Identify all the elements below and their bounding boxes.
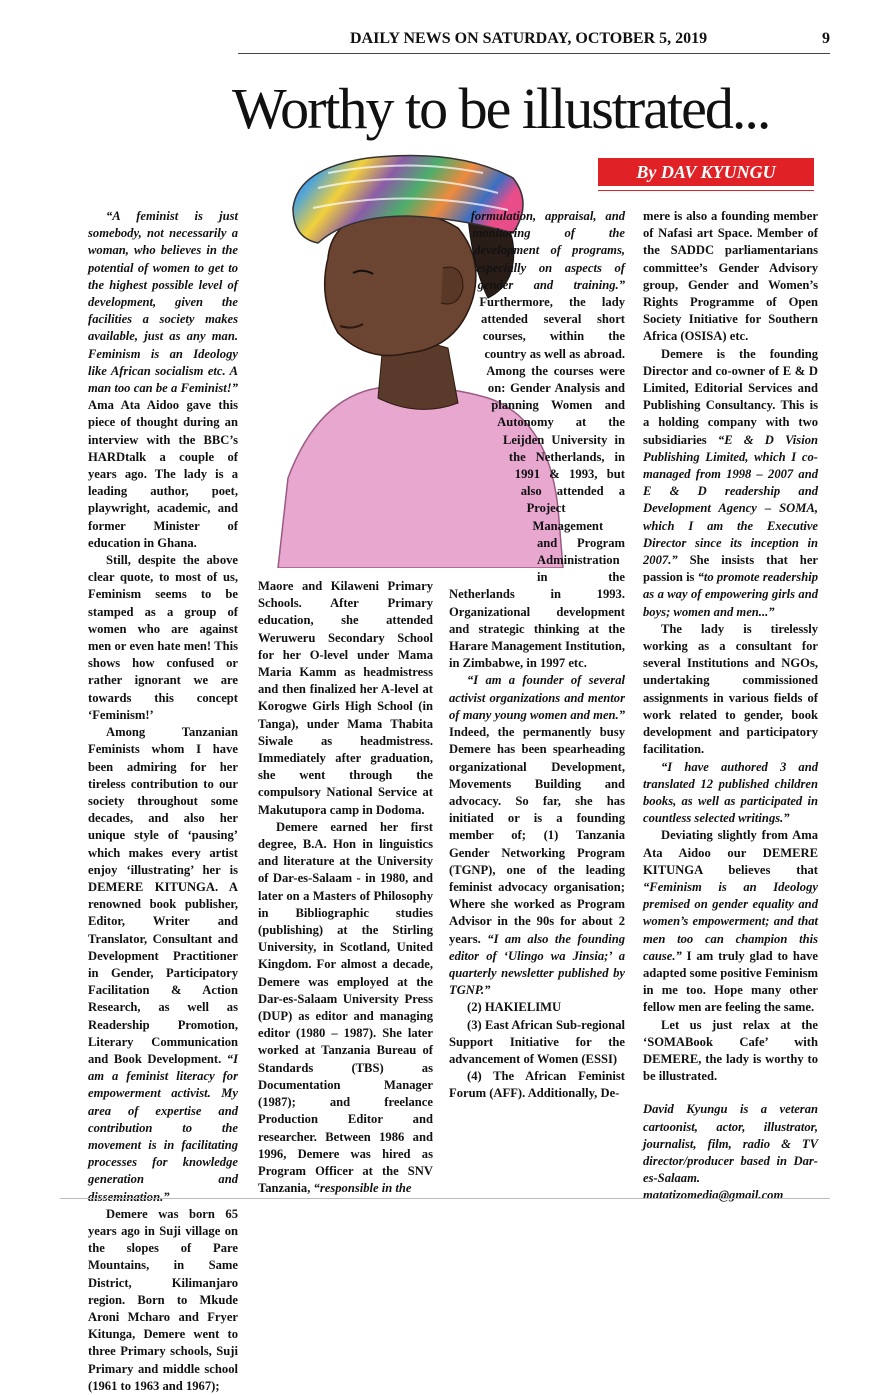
quote: “I am a feminist literacy for empowerment activist. My area of expertise and contribution to the movement is in facilitating processes for knowledge generation and dissemination.” [88, 1051, 238, 1204]
column-1 [88, 208, 238, 1395]
column-3 [449, 208, 625, 1103]
paragraph: Demere was born 65 years ago in Suji village on the slopes of Pare Mountains, in Same District, Kilimanjaro region. Born to Mkude Aroni Mcharo and Fryer Kitunga, Demere went to three Primary schools, Suji Primary and middle school (1961 to 1963 and 1967); [88, 1206, 238, 1393]
list-item: (4) The African Feminist Forum (AFF). Additionally, De- [449, 1069, 625, 1101]
paragraph: The lady is tirelessly working as a consultant for several Institutions and NGOs, undertaking commissioned assignments in various fields of work related to gender, book development and participatory facilitation. [643, 621, 818, 757]
paragraph: Demere is the founding Director and co-owner of E & D Limited, Editorial Services and Publishing Consultancy. This is a holding company with two subsidiaries [643, 346, 818, 447]
column-4 [643, 208, 818, 1205]
byline [598, 158, 814, 186]
paragraph: Demere earned her first degree, B.A. Hon in linguistics and literature at the University of Dar-es-Salaam - in 1980, and later on a Masters of Philosophy in Bibliographic studies (publishing) at the Stirling University, in Scotland, United Kingdom. For almost a decade, Demere was employed at the Dar-es-Salaam University Press (DUP) as editor and managing editor (1980 – 1987). She later worked at Tanzania Bureau of Standards (TBS) as Documentation Manager (1987); and freelance Production Editor and researcher. Between 1986 and 1996, Demere was hired as Program Officer at the SNV Tanzania, [258, 819, 433, 1196]
paragraph: I am truly glad to have adapted some positive Feminism in me too. Hope many other fellow men are feeling the same. [643, 948, 818, 1015]
paragraph: Among Tanzanian Feminists whom I have been admiring for her tireless contribution to our society throughout some decades, and also her unique style of ‘pausing’ which makes every artist enjoy ‘illustrating’ her is DEMERE KITUNGA. A renowned book publisher, Editor, Writer and Translator, Consultant and Development Practitioner in Gender, Participatory Facilitation & Action Research, as well as Readership Promotion, Literary Communication and Book Development. [88, 725, 238, 1066]
list-item: (2) HAKIELIMU [467, 1000, 562, 1015]
quote: “E & D Vision Publishing Limited, which I co-managed from 1998 – 2007 and E & D readership and Development Agency – SOMA, which I am the Executive Director since its inception in 2007.” [643, 432, 818, 568]
paragraph: Ama Ata Aidoo gave this piece of thought during an interview with the BBC’s HARDtalk a couple of years ago. The lady is a leading author, poet, playwright, academic, and former Minister of education in Ghana. [88, 398, 238, 550]
quote: formulation, appraisal, and monitoring of the development of programs, especially on aspects of gender and training.” [470, 209, 625, 292]
page-number: 9 [822, 30, 830, 47]
paragraph: mere is also a founding member of Nafasi art Space. Member of the SADDC parliamentarians committee’s Gender Advisory group, Gender and Women’s Rights Programme of Open Society Initiative for Southern Africa (OSISA) etc. [643, 209, 818, 344]
paragraph: Maore and Kilaweni Primary Schools. After Primary education, she attended Weruweru Secondary School for her O-level under Mama Maria Kamm as headmistress and then finalized her A-level at Korogwe Girls High School (in Tanga), under Mama Thabita Siwale as headmistress. Immediately after graduation, she went through the compulsory National Service at Makutupora camp in Dodoma. [258, 579, 433, 817]
paragraph: Deviating slightly from Ama Ata Aidoo our DEMERE KITUNGA believes that [643, 828, 818, 877]
headline: Worthy to be illustrated... [232, 76, 770, 141]
quote: “I am a founder of several activist organizations and mentor of many young women and men.” [449, 673, 625, 722]
list-item: (3) East African Sub-regional Support Initiative for the advancement of Women (ESSI) [449, 1017, 625, 1066]
footer-rule [60, 1198, 830, 1199]
byline-rule [598, 190, 814, 191]
paragraph: Still, despite the above clear quote, to most of us, Feminism seems to be stamped as a group of women who are against men or even hate men! This shows how confused or rather ignorant we are towards this concept ‘Feminism!’ [88, 553, 238, 722]
page-header [350, 30, 830, 48]
publication-dateline: DAILY NEWS ON SATURDAY, OCTOBER 5, 2019 [350, 30, 708, 47]
header-rule [238, 53, 830, 54]
paragraph: Indeed, the permanently busy Demere has been spearheading organizational Development, Movements Building and advocacy. So far, she has initiated or is a founding member of; (1) Tanzania Gender Networking Program (TGNP), one of the leading feminist advocacy organisation; Where she worked as Program Advisor in the 90s for about 2 years. [449, 725, 625, 946]
quote: “to promote readership as a way of empowering girls and boys; women and men...” [643, 570, 818, 619]
quote: “I am also the founding editor of ‘Ulingo wa Jinsia;’ a quarterly newsletter published by TGNP.” [449, 931, 625, 998]
quote: “responsible in the [310, 1181, 412, 1196]
opening-quote: “A feminist is just somebody, not necessarily a woman, who believes in the potential of women to get to the highest possible level of development, given the facilities a society makes available, just as any man. Feminism is an Ideology like African socialism etc. A man too can be a Feminist!” [88, 209, 238, 396]
paragraph: Furthermore, the lady attended several short courses, within the country as well as abroad. Among the courses were on: Gender Analysis and planning Women and Autonomy at the Leijden University in the Netherlands, in 1991 & 1993, but also attended a Project Management and Program Administration in the Netherlands in 1993. Organizational development and strategic thinking at the Harare Management Institution, in Zimbabwe, in 1997 etc. [449, 295, 625, 671]
column-2 [258, 578, 433, 1197]
paragraph: Let us just relax at the ‘SOMABook Cafe’ with DEMERE, the lady is worthy to be illustrated. [643, 1017, 818, 1084]
byline-text: By DAV KYUNGU [636, 161, 776, 182]
author-bio: David Kyungu is a veteran cartoonist, actor, illustrator, journalist, film, radio & TV director/producer based in Dar-es-Salaam. matatizomedia@gmail.com [643, 1102, 818, 1203]
quote: “I have authored 3 and translated 12 published children books, as well as participated in countless selected writings.” [643, 759, 818, 826]
paragraph: She insists that her passion is [643, 553, 818, 585]
quote: “Feminism is an Ideology premised on gender equality and women’s empowerment; and that men too can champion this cause.” [643, 879, 818, 963]
